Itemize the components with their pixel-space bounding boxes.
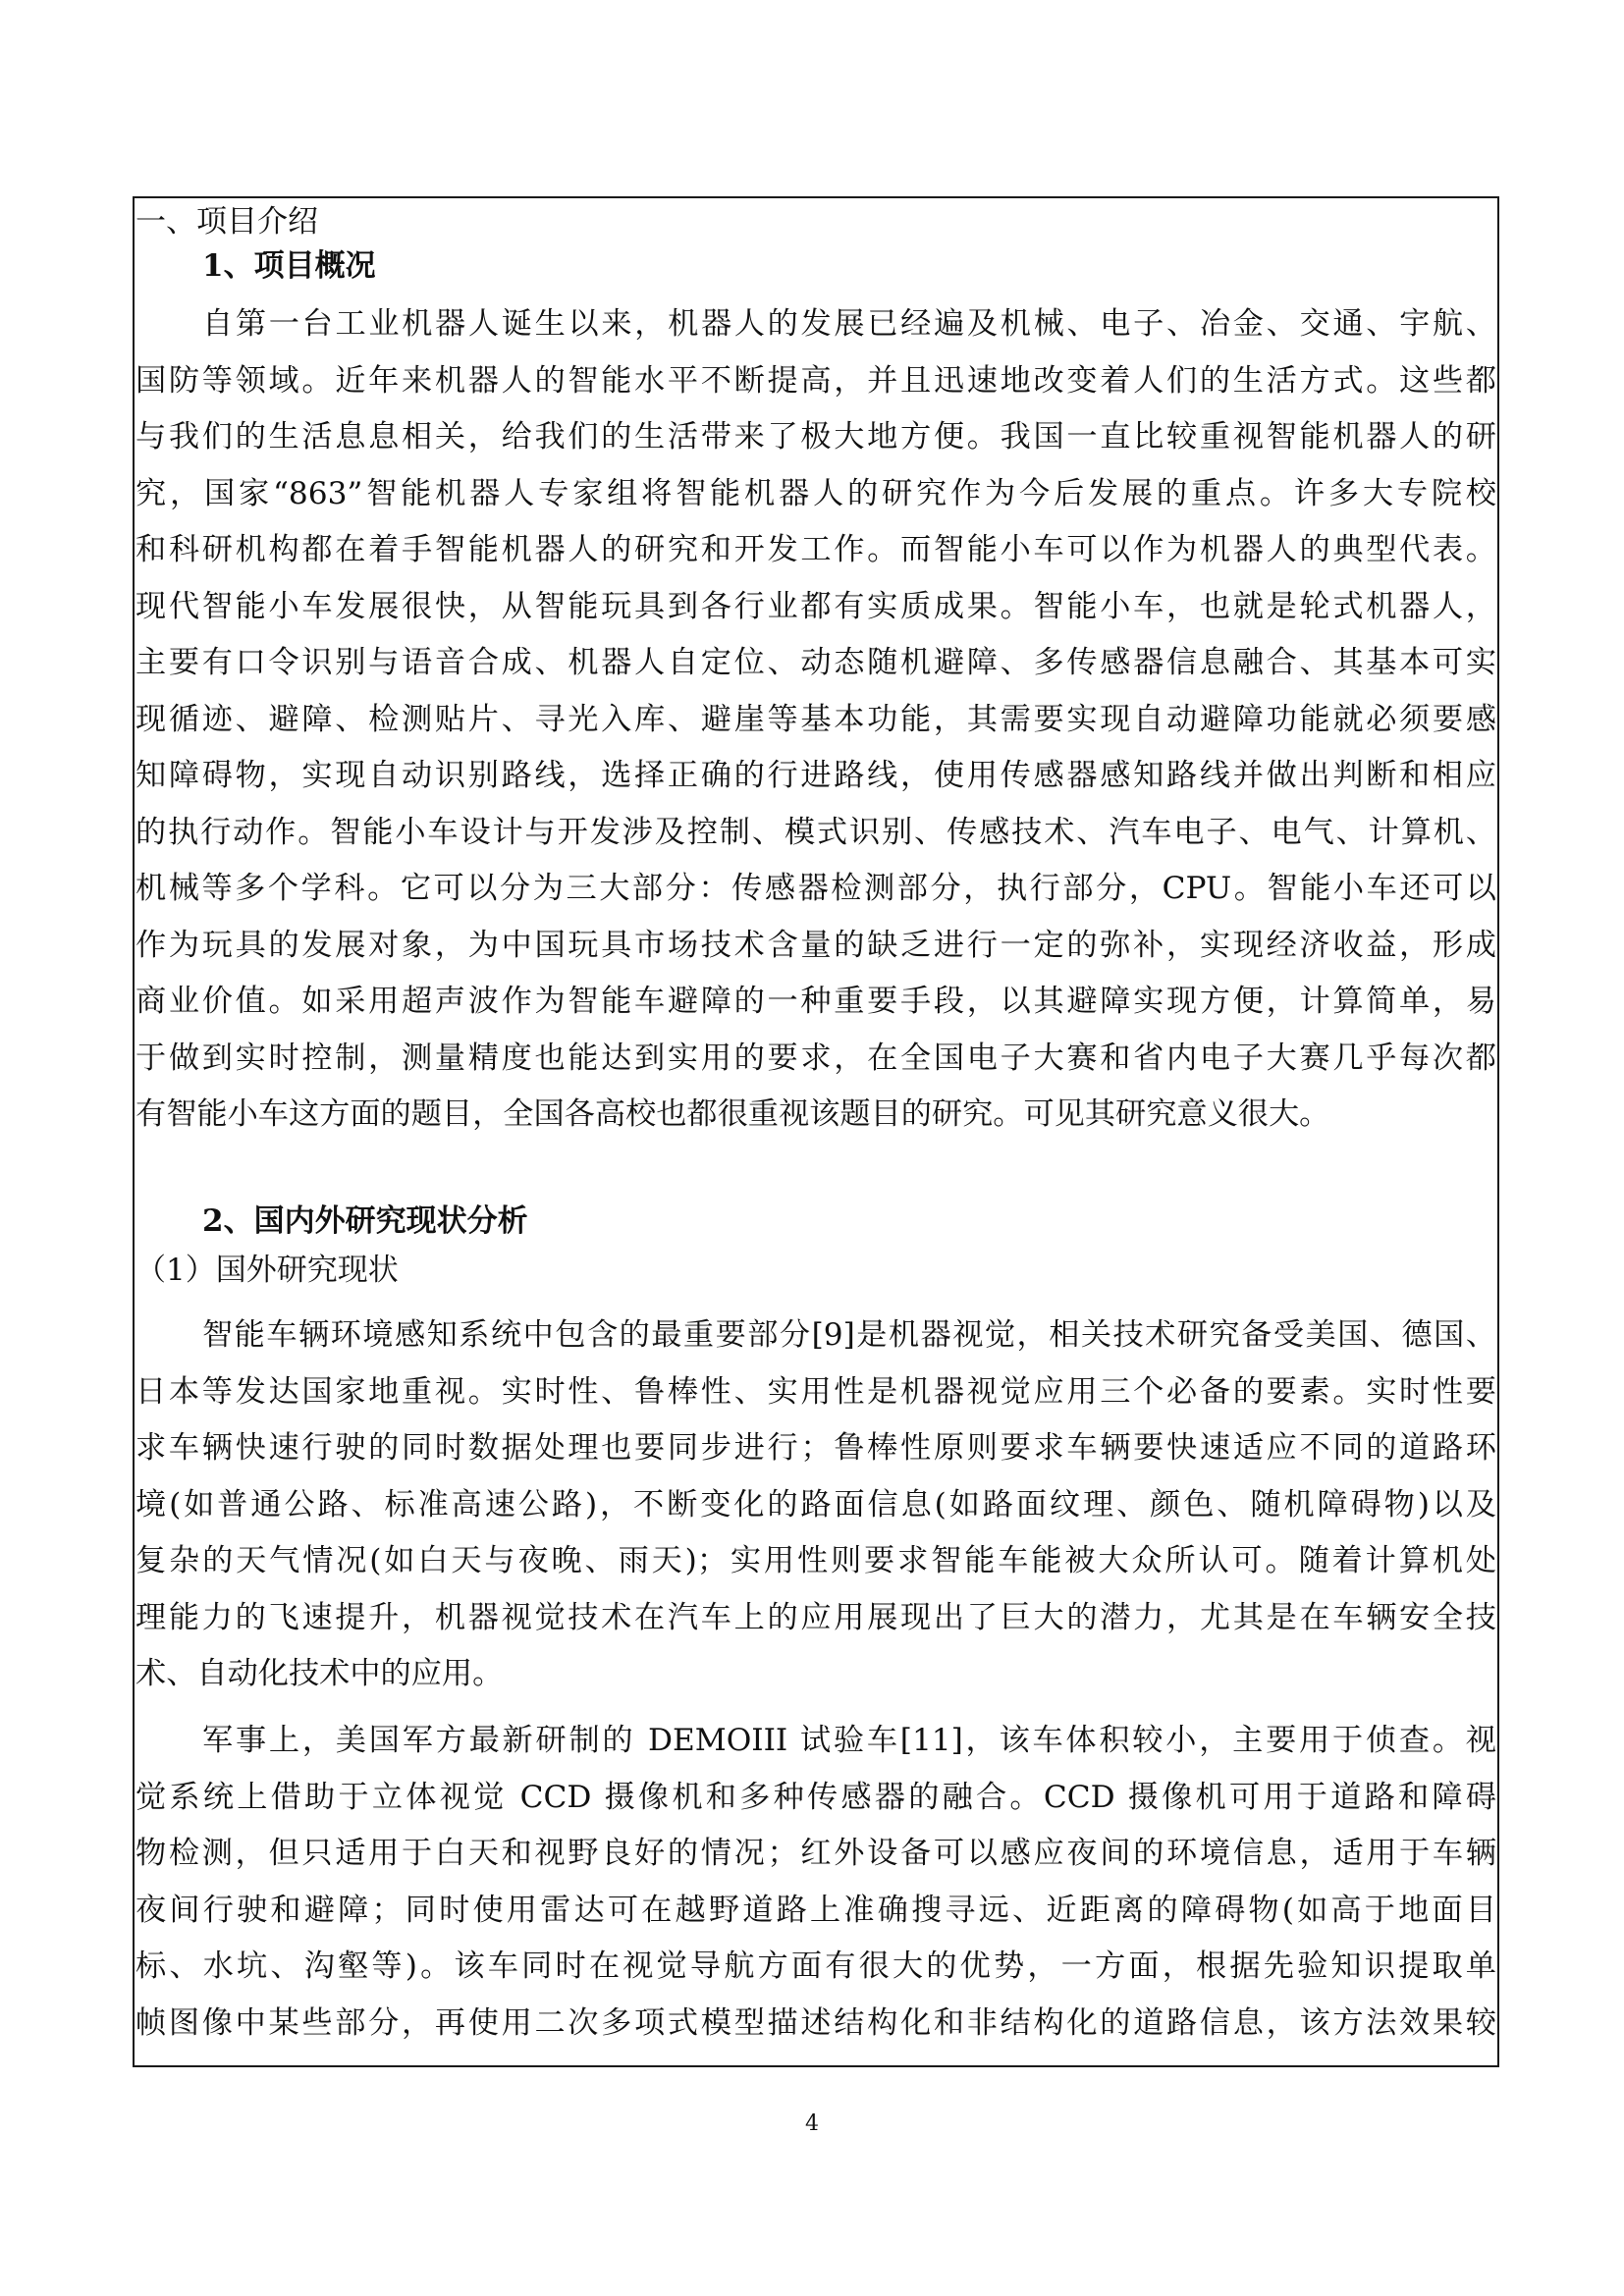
paragraph-line: 商业价值。如采用超声波作为智能车避障的一种重要手段，以其避障实现方便，计算简单，易 (135, 984, 1496, 1019)
research-heading: 2、国内外研究现状分析 (202, 1203, 528, 1239)
paragraph-line: 自第一台工业机器人诞生以来，机器人的发展已经遍及机械、电子、冶金、交通、宇航、 (202, 306, 1496, 342)
overview-paragraph (135, 296, 1496, 1144)
paragraph-line: 觉系统上借助于立体视觉 CCD 摄像机和多种传感器的融合。CCD 摄像机可用于道路和障碍 (135, 1779, 1496, 1815)
paragraph-line: 机械等多个学科。它可以分为三大部分：传感器检测部分，执行部分，CPU。智能小车还可以 (135, 871, 1496, 906)
paragraph-line: 境(如普通公路、标准高速公路)，不断变化的路面信息(如路面纹理、颜色、随机障碍物)以及 (135, 1486, 1496, 1522)
paragraph-line: 求车辆快速行驶的同时数据处理也要同步进行；鲁棒性原则要求车辆要快速适应不同的道路环 (135, 1430, 1496, 1466)
section-title: 一、项目介绍 (135, 204, 318, 240)
paragraph-line: 军事上，美国军方最新研制的 DEMOIII 试验车[11]，该车体积较小，主要用于侦查。视 (202, 1723, 1496, 1758)
paragraph-line: 究，国家“863”智能机器人专家组将智能机器人的研究作为今后发展的重点。许多大专院校 (135, 475, 1496, 511)
foreign-research-paragraph-1 (135, 1308, 1496, 1703)
paragraph-line: 智能车辆环境感知系统中包含的最重要部分[9]是机器视觉，相关技术研究备受美国、德国、 (202, 1317, 1496, 1353)
paragraph-line: 于做到实时控制，测量精度也能达到实用的要求，在全国电子大赛和省内电子大赛几乎每次都 (135, 1040, 1496, 1076)
paragraph-line: 帧图像中某些部分，再使用二次多项式模型描述结构化和非结构化的道路信息，该方法效果较 (135, 2004, 1496, 2041)
paragraph-line: 现循迹、避障、检测贴片、寻光入库、避崖等基本功能，其需要实现自动避障功能就必须要感 (135, 701, 1496, 737)
foreign-research-paragraph-2 (135, 1713, 1496, 2052)
paragraph-line: 的执行动作。智能小车设计与开发涉及控制、模式识别、传感技术、汽车电子、电气、计算机、 (135, 814, 1496, 850)
paragraph-line: 知障碍物，实现自动识别路线，选择正确的行进路线，使用传感器感知路线并做出判断和相应 (135, 758, 1496, 793)
paragraph-line: 术、自动化技术中的应用。 (135, 1656, 504, 1691)
paragraph-line: 有智能小车这方面的题目，全国各高校也都很重视该题目的研究。可见其研究意义很大。 (135, 1096, 1330, 1132)
paragraph-line: 物检测，但只适用于白天和视野良好的情况；红外设备可以感应夜间的环境信息，适用于车辆 (135, 1836, 1496, 1871)
page-number: 4 (805, 2111, 819, 2136)
paragraph-line: 主要有口令识别与语音合成、机器人自定位、动态随机避障、多传感器信息融合、其基本可实 (135, 645, 1496, 680)
paragraph-line: 与我们的生活息息相关，给我们的生活带来了极大地方便。我国一直比较重视智能机器人的研 (135, 419, 1496, 454)
paragraph-line: 理能力的飞速提升，机器视觉技术在汽车上的应用展现出了巨大的潜力，尤其是在车辆安全技 (135, 1599, 1496, 1635)
paragraph-line: 复杂的天气情况(如白天与夜晚、雨天)；实用性则要求智能车能被大众所认可。随着计算机处 (135, 1543, 1496, 1578)
paragraph-line: 现代智能小车发展很快，从智能玩具到各行业都有实质成果。智能小车，也就是轮式机器人， (135, 588, 1496, 624)
paragraph-line: 和科研机构都在着手智能机器人的研究和开发工作。而智能小车可以作为机器人的典型代表。 (135, 532, 1496, 567)
paragraph-line: 夜间行驶和避障；同时使用雷达可在越野道路上准确搜寻远、近距离的障碍物(如高于地面目 (135, 1892, 1496, 1928)
foreign-research-heading: （1）国外研究现状 (135, 1253, 399, 1288)
paragraph-line: 日本等发达国家地重视。实时性、鲁棒性、实用性是机器视觉应用三个必备的要素。实时性要 (135, 1373, 1496, 1410)
paragraph-line: 国防等领域。近年来机器人的智能水平不断提高，并且迅速地改变着人们的生活方式。这些都 (135, 362, 1496, 399)
paragraph-line: 作为玩具的发展对象，为中国玩具市场技术含量的缺乏进行一定的弥补，实现经济收益，形成 (135, 927, 1496, 963)
overview-heading: 1、项目概况 (202, 248, 376, 284)
paragraph-line: 标、水坑、沟壑等)。该车同时在视觉导航方面有很大的优势，一方面，根据先验知识提取单 (135, 1949, 1496, 1984)
